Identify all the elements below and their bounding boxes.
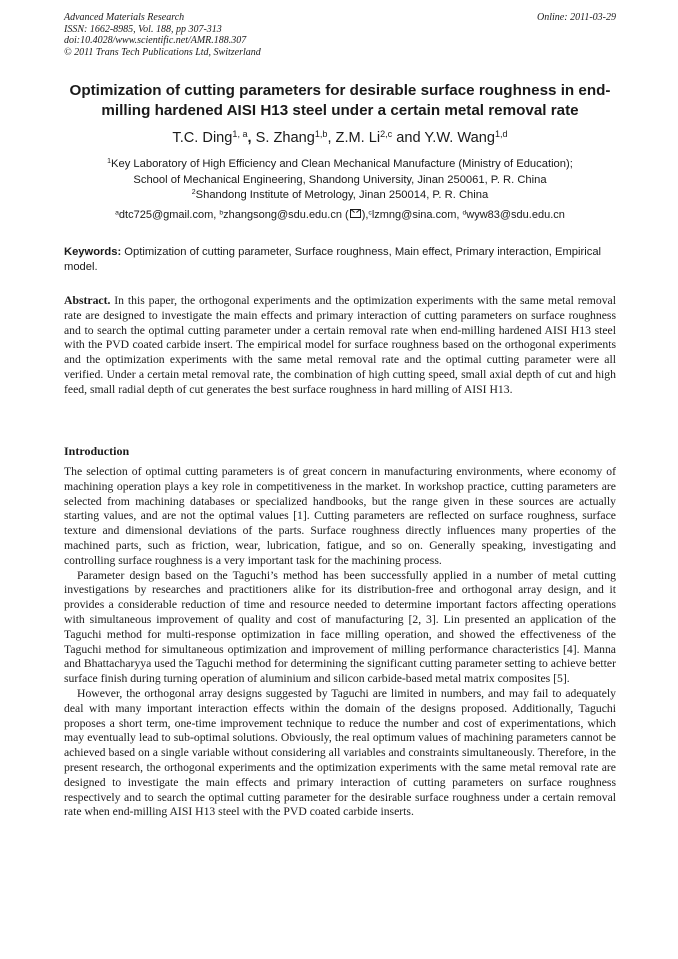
affiliation-text: Key Laboratory of High Efficiency and Clean Mechanical Manufacture (Ministry of Education);	[111, 158, 573, 170]
introduction-body	[64, 465, 616, 820]
paper-title: Optimization of cutting parameters for desirable surface roughness in end-milling hardened AISI H13 steel under a certain metal removal rate	[69, 82, 611, 119]
keywords-text: Optimization of cutting parameter, Surface roughness, Main effect, Primary interaction, Empirical model.	[64, 246, 602, 273]
email-separator: ),	[361, 209, 369, 221]
copyright-line: © 2011 Trans Tech Publications Ltd, Switzerland	[64, 46, 261, 58]
affiliation-line	[30, 157, 650, 173]
keywords	[64, 245, 616, 275]
abstract-label: Abstract.	[64, 294, 111, 307]
affiliation-sup: 1	[107, 158, 112, 166]
section-heading-introduction: Introduction	[64, 444, 130, 458]
author-list	[40, 129, 640, 147]
doi-line: doi:10.4028/www.scientific.net/AMR.188.307	[64, 35, 247, 47]
author-name: Y.W. Wang	[424, 130, 495, 146]
author-separator: and	[392, 130, 425, 146]
email-address[interactable]: wyw83@sdu.edu.cn	[466, 209, 565, 221]
email-address[interactable]: lzmng@sina.com,	[371, 209, 463, 221]
author-affiliation-sup: 2,c	[380, 129, 393, 140]
affiliation-line: School of Mechanical Engineering, Shandong University, Jinan 250061, P. R. China	[133, 173, 547, 186]
issn-line: ISSN: 1662-8985, Vol. 188, pp 307-313	[64, 23, 222, 35]
email-sup: a	[115, 209, 119, 217]
email-list	[30, 208, 650, 222]
affiliations	[30, 157, 650, 204]
journal-header	[64, 12, 616, 58]
body-paragraph: The selection of optimal cutting parameters is of great concern in manufacturing environments, where economy of machining operation plays a key role in competitiveness in the market. In workshop practice, cutting parameters are selected from machining databases or specialized handbooks, but the range given in these sources are actually starting values, and are not the optimal values [1]. Cutting parameters are reflected on surface roughness, surface texture and dimensional deviations of the parts. Surface roughness directly influences many properties of the machined parts, such as friction, wear, lubrication, fatigue, and so on. Generally speaking, investigating and controlling surface roughness is a very important task for the machining process.	[64, 465, 616, 567]
affiliation-text: Shandong Institute of Metrology, Jinan 250014, P. R. China	[195, 189, 489, 201]
envelope-icon	[350, 209, 361, 218]
author-separator: ,	[247, 130, 256, 146]
email-sup: c	[368, 209, 372, 217]
author-name: T.C. Ding	[172, 130, 233, 146]
author-affiliation-sup: 1,b	[314, 129, 328, 140]
author-separator: ,	[327, 130, 336, 146]
body-paragraph: Parameter design based on the Taguchi’s method has been successfully applied in a number of metal cutting investigations by researches and practitioners alike for its distribution-free and orthogonal array design, and it provides a considerable reduction of time and resource needed to determine important factors affecting operations with simultaneous improvement of quality and cost of manufacturing [2, 3]. Lin presented an application of the Taguchi method for multi-response optimization in face milling operation, and showed the effectiveness of the Taguchi method for simultaneous optimization and improvement of milling performance characteristics [4]. Manna and Bhattacharyya used the Taguchi method for determining the significant cutting parameter setting to achieve better surface finish during turning operation of aluminium and silicon carbide-based metal matrix composites [5].	[64, 568, 616, 686]
abstract	[64, 294, 616, 398]
email-sup: d	[462, 209, 467, 217]
author-name: S. Zhang	[255, 130, 315, 146]
email-address[interactable]: dtc725@gmail.com,	[118, 209, 220, 221]
author-affiliation-sup: 1,d	[495, 129, 508, 140]
journal-name: Advanced Materials Research	[64, 12, 185, 23]
abstract-text: In this paper, the orthogonal experiments and the optimization experiments with the same metal removal rate are designed to investigate the main effects and primary interaction of cutting parameters on surface roughness and to search the optimal cutting parameter under a certain removal rate when end-milling hardened AISI H13 steel with the PVD coated carbide insert. The empirical model for surface roughness based on the orthogonal experiments and the optimization experiments with the same metal removal rate and the optimal cutting parameter were all verified. Under a certain metal removal rate, the combination of high cutting speed, small axial depth of cut and high feed, small radial depth of cut generates the best surface roughness in hard milling of AISI H13.	[64, 294, 616, 396]
online-date: Online: 2011-03-29	[537, 12, 616, 23]
email-sup: b	[219, 209, 224, 217]
affiliation-line	[30, 188, 650, 204]
author-affiliation-sup: 1, a	[232, 129, 248, 140]
affiliation-sup: 2	[191, 189, 196, 197]
email-address[interactable]: zhangsong@sdu.edu.cn (	[223, 209, 349, 221]
author-name: Z.M. Li	[335, 130, 381, 146]
keywords-label: Keywords:	[64, 246, 122, 258]
body-paragraph: However, the orthogonal array designs suggested by Taguchi are limited in numbers, and may fail to adequately deal with many important interaction effects within the domain of the designs proposed. Additionally, Taguchi proposes a short term, one-time improvement technique to reduce the number and cost of experimentations, which may eventually lead to sub-optimal solutions. Obviously, the real optimum values of machining parameters cannot be achieved based on a single variable without considering all variables and constraints simultaneously. Therefore, in the present research, the orthogonal experiments and the optimization experiments with the same metal removal rate are designed to investigate the main effects and primary interaction of cutting parameters on surface roughness respectively and to search the optimal cutting parameter for the desirable surface roughness under a certain removal rate when end-milling AISI H13 steel with the PVD coated carbide inserts.	[64, 686, 616, 819]
